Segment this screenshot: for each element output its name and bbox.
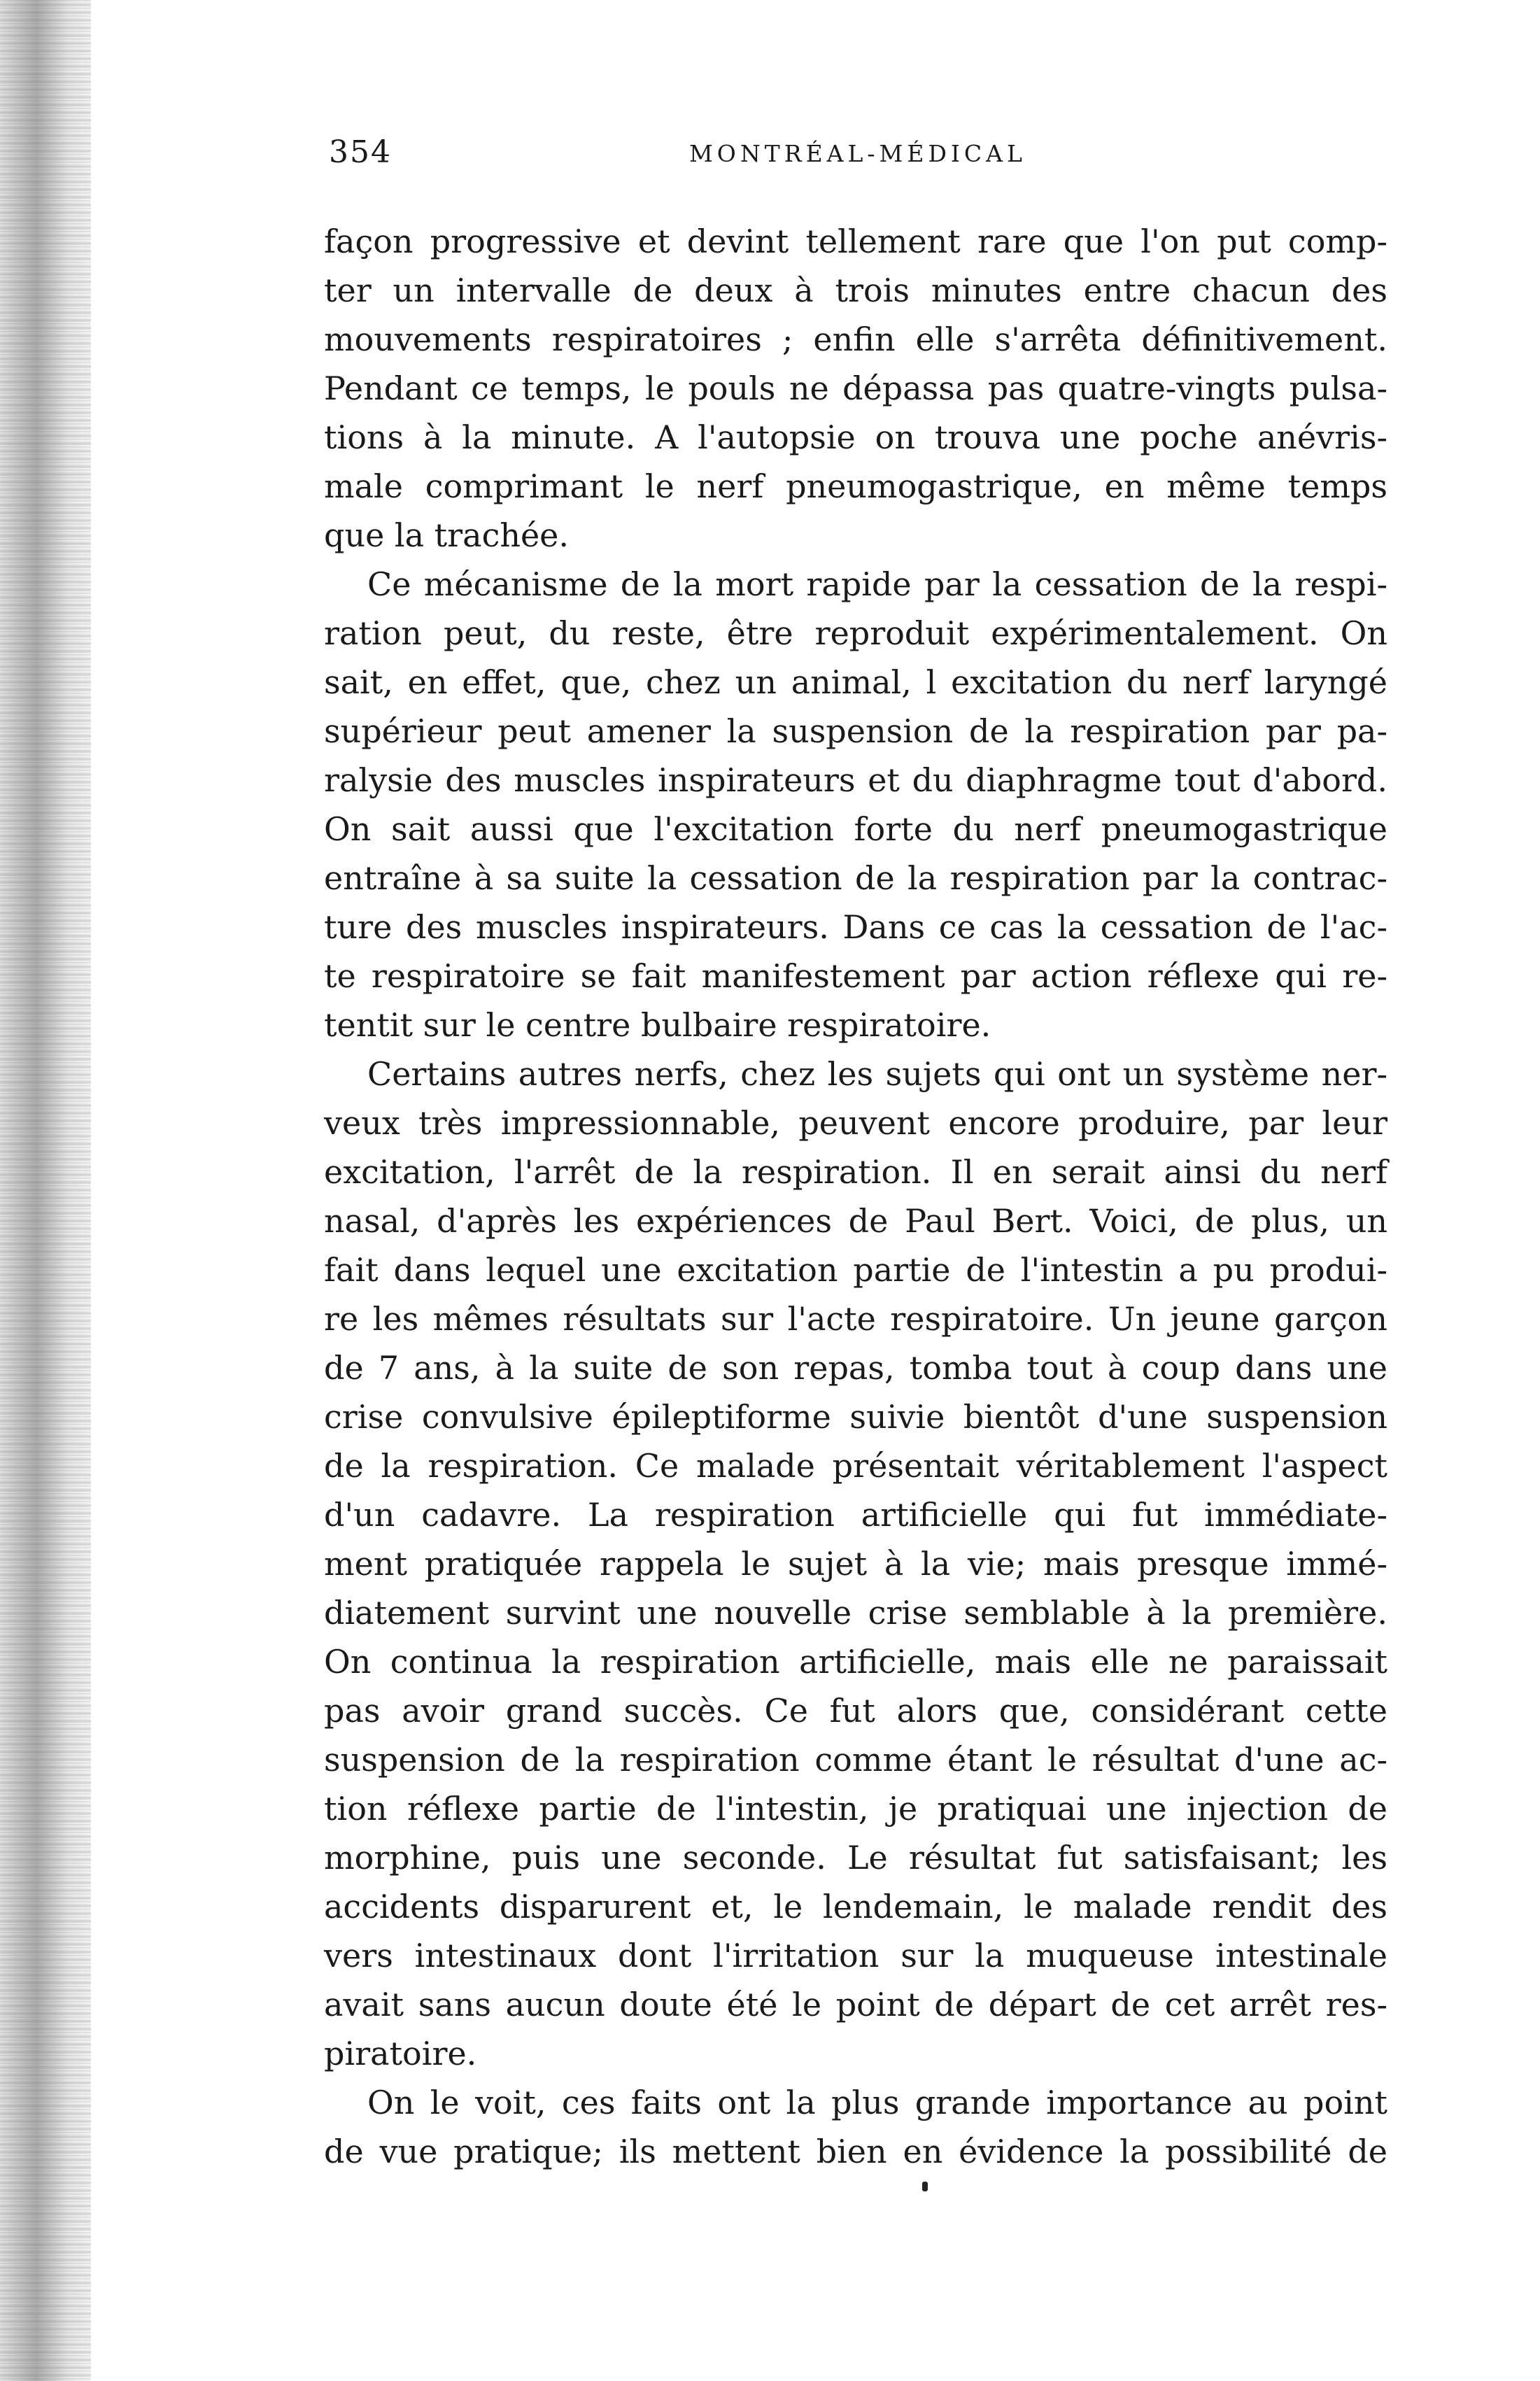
text-line: façon progressive et devint tellement rare que l'on put comp-	[324, 222, 1387, 260]
text-line: suspension de la respiration comme étant le résultat d'une ac-	[324, 1741, 1387, 1779]
text-line: ralysie des muscles inspirateurs et du diaphragme tout d'abord.	[324, 761, 1387, 799]
text-line: pas avoir grand succès. Ce fut alors que, considérant cette	[324, 1692, 1387, 1730]
text-line: ter un intervalle de deux à trois minutes entre chacun des	[324, 271, 1387, 309]
page-number: 354	[329, 134, 392, 170]
paragraph-start-line: Ce mécanisme de la mort rapide par la cessation de la respi-	[367, 565, 1387, 603]
body-text	[324, 217, 1387, 2176]
text-line: piratoire.	[324, 2035, 477, 2072]
text-line: morphine, puis une seconde. Le résultat fut satisfaisant; les	[324, 1839, 1387, 1877]
text-line: diatement survint une nouvelle crise semblable à la première.	[324, 1594, 1387, 1632]
text-line: crise convulsive épileptiforme suivie bientôt d'une suspension	[324, 1398, 1387, 1436]
text-line: On continua la respiration artificielle, mais elle ne paraissait	[324, 1643, 1387, 1681]
text-line: vers intestinaux dont l'irritation sur la muqueuse intestinale	[324, 1937, 1387, 1974]
text-line: que la trachée.	[324, 516, 570, 554]
text-line: On sait aussi que l'excitation forte du nerf pneumogastrique	[324, 810, 1387, 848]
text-line: Pendant ce temps, le pouls ne dépassa pas quatre-vingts pulsa-	[324, 369, 1387, 407]
text-line: re les mêmes résultats sur l'acte respiratoire. Un jeune garçon	[324, 1300, 1387, 1338]
scanned-binding-edge	[0, 0, 91, 2381]
text-line: tion réflexe partie de l'intestin, je pratiquai une injection de	[324, 1790, 1387, 1828]
text-line: mouvements respiratoires ; enfin elle s'arrêta définitivement.	[324, 320, 1387, 358]
text-line: de vue pratique; ils mettent bien en évidence la possibilité de	[324, 2133, 1387, 2170]
text-line: tions à la minute. A l'autopsie on trouva une poche anévris-	[324, 418, 1387, 456]
text-line: de la respiration. Ce malade présentait véritablement l'aspect	[324, 1447, 1387, 1485]
text-line: te respiratoire se fait manifestement par action réflexe qui re-	[324, 957, 1387, 995]
running-title: MONTRÉAL-MÉDICAL	[689, 140, 1026, 167]
text-line: ture des muscles inspirateurs. Dans ce cas la cessation de l'ac-	[324, 908, 1387, 946]
paragraph-start-line: Certains autres nerfs, chez les sujets qui ont un système ner-	[367, 1055, 1387, 1093]
text-line: ment pratiquée rappela le sujet à la vie; mais presque immé-	[324, 1545, 1387, 1583]
text-line: d'un cadavre. La respiration artificielle qui fut immédiate-	[324, 1496, 1387, 1534]
text-line: fait dans lequel une excitation partie de l'intestin a pu produi-	[324, 1251, 1387, 1289]
text-line: de 7 ans, à la suite de son repas, tomba tout à coup dans une	[324, 1349, 1387, 1387]
text-line: supérieur peut amener la suspension de la respiration par pa-	[324, 712, 1387, 750]
text-line: ration peut, du reste, être reproduit expérimentalement. On	[324, 614, 1387, 652]
paragraph-start-line: On le voit, ces faits ont la plus grande importance au point	[367, 2084, 1387, 2121]
text-line: tentit sur le centre bulbaire respiratoire.	[324, 1006, 991, 1044]
text-line: entraîne à sa suite la cessation de la respiration par la contrac-	[324, 859, 1387, 897]
text-line: nasal, d'après les expériences de Paul Bert. Voici, de plus, un	[324, 1202, 1387, 1240]
ink-speck	[922, 2182, 928, 2191]
text-line: sait, en effet, que, chez un animal, l excitation du nerf laryngé	[324, 663, 1387, 701]
text-line: accidents disparurent et, le lendemain, le malade rendit des	[324, 1888, 1387, 1926]
text-line: excitation, l'arrêt de la respiration. Il en serait ainsi du nerf	[324, 1153, 1387, 1191]
text-line: veux très impressionnable, peuvent encore produire, par leur	[324, 1104, 1387, 1142]
text-line: male comprimant le nerf pneumogastrique, en même temps	[324, 467, 1387, 505]
text-line: avait sans aucun doute été le point de départ de cet arrêt res-	[324, 1986, 1387, 2023]
